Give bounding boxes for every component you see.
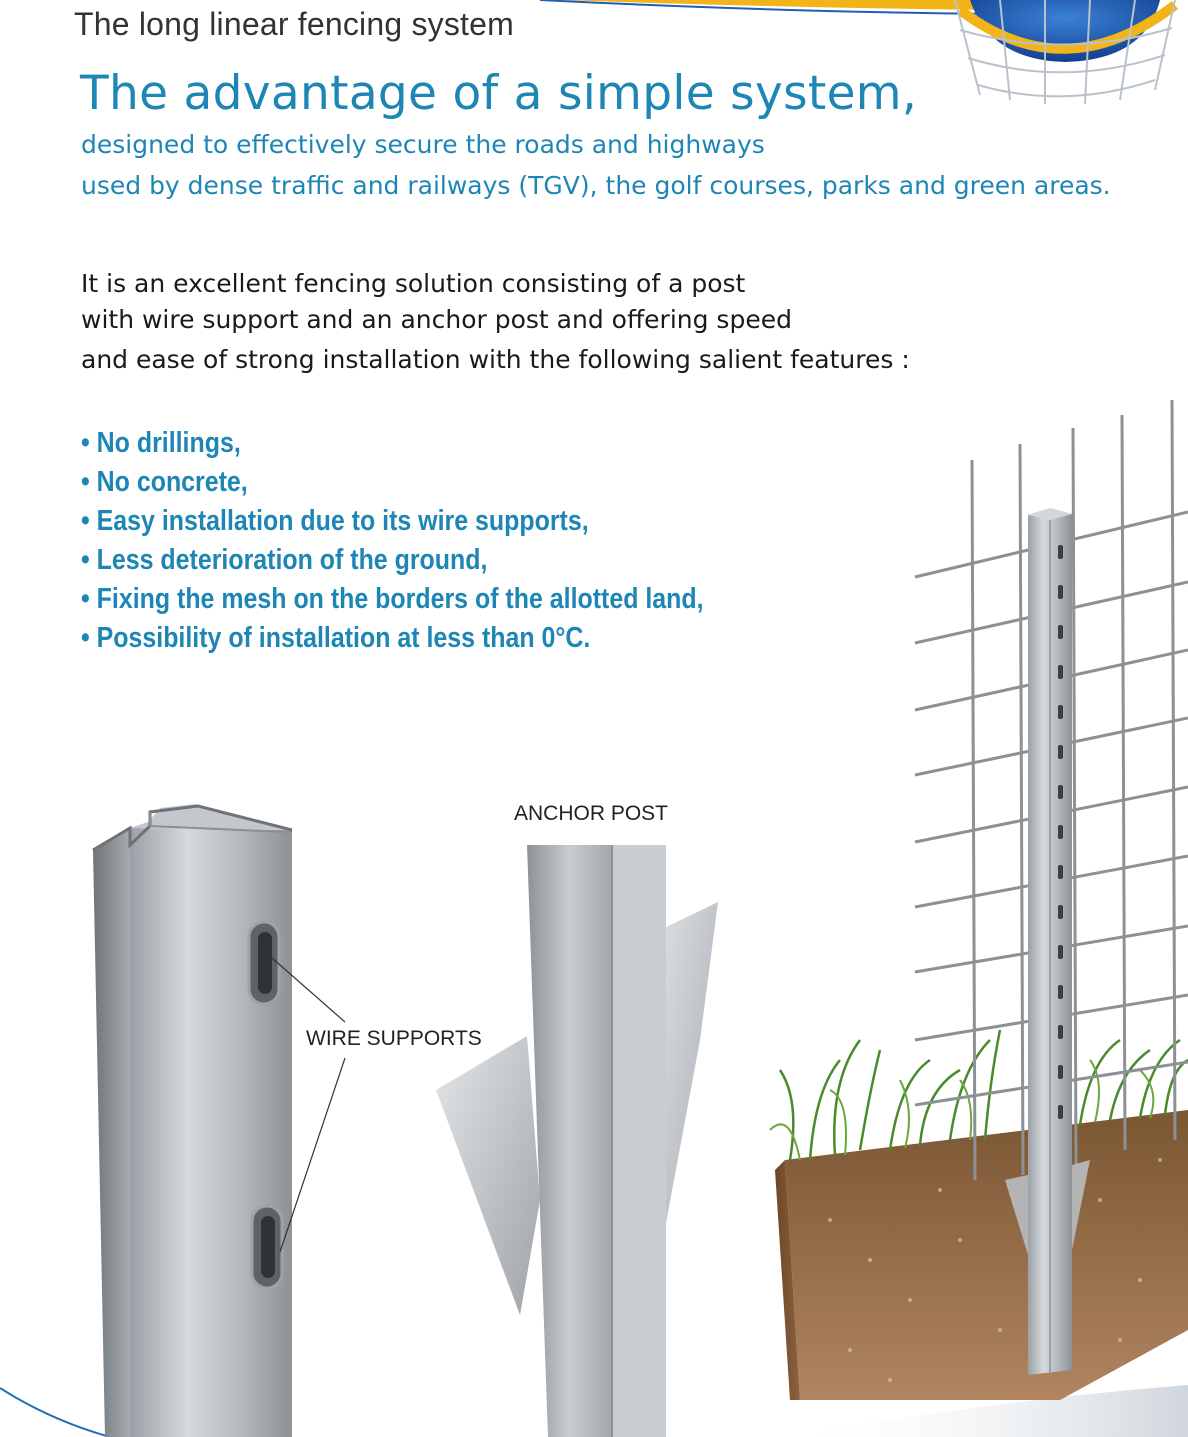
description-line-3: and ease of strong installation with the following salient features :	[81, 345, 910, 374]
feature-item: • No concrete,	[81, 466, 248, 498]
feature-item: • Fixing the mesh on the borders of the allotted land,	[81, 583, 704, 615]
post-closeup	[93, 804, 292, 1437]
feature-item: • No drillings,	[81, 427, 241, 459]
feature-item: • Possibility of installation at less than 0°C.	[81, 622, 591, 654]
anchor-post-label: ANCHOR POST	[514, 802, 669, 825]
intro-line-2: used by dense traffic and railways (TGV), the golf courses, parks and green areas.	[81, 171, 1111, 200]
feature-item: • Less deterioration of the ground,	[81, 544, 488, 576]
intro-line-1: designed to effectively secure the roads and highways	[81, 130, 765, 159]
description-line-2: with wire support and an anchor post and offering speed	[81, 305, 792, 334]
fence-installation-scene	[770, 400, 1188, 1400]
page-headline: The advantage of a simple system,	[80, 66, 918, 121]
feature-item: • Easy installation due to its wire supports,	[81, 505, 589, 537]
bottom-swoosh-line	[0, 1388, 110, 1437]
wire-supports-label: WIRE SUPPORTS	[306, 1027, 482, 1050]
anchor-post-closeup	[436, 845, 718, 1437]
description-line-1: It is an excellent fencing solution consisting of a post	[81, 269, 746, 298]
page-subtitle: The long linear fencing system	[74, 6, 514, 42]
